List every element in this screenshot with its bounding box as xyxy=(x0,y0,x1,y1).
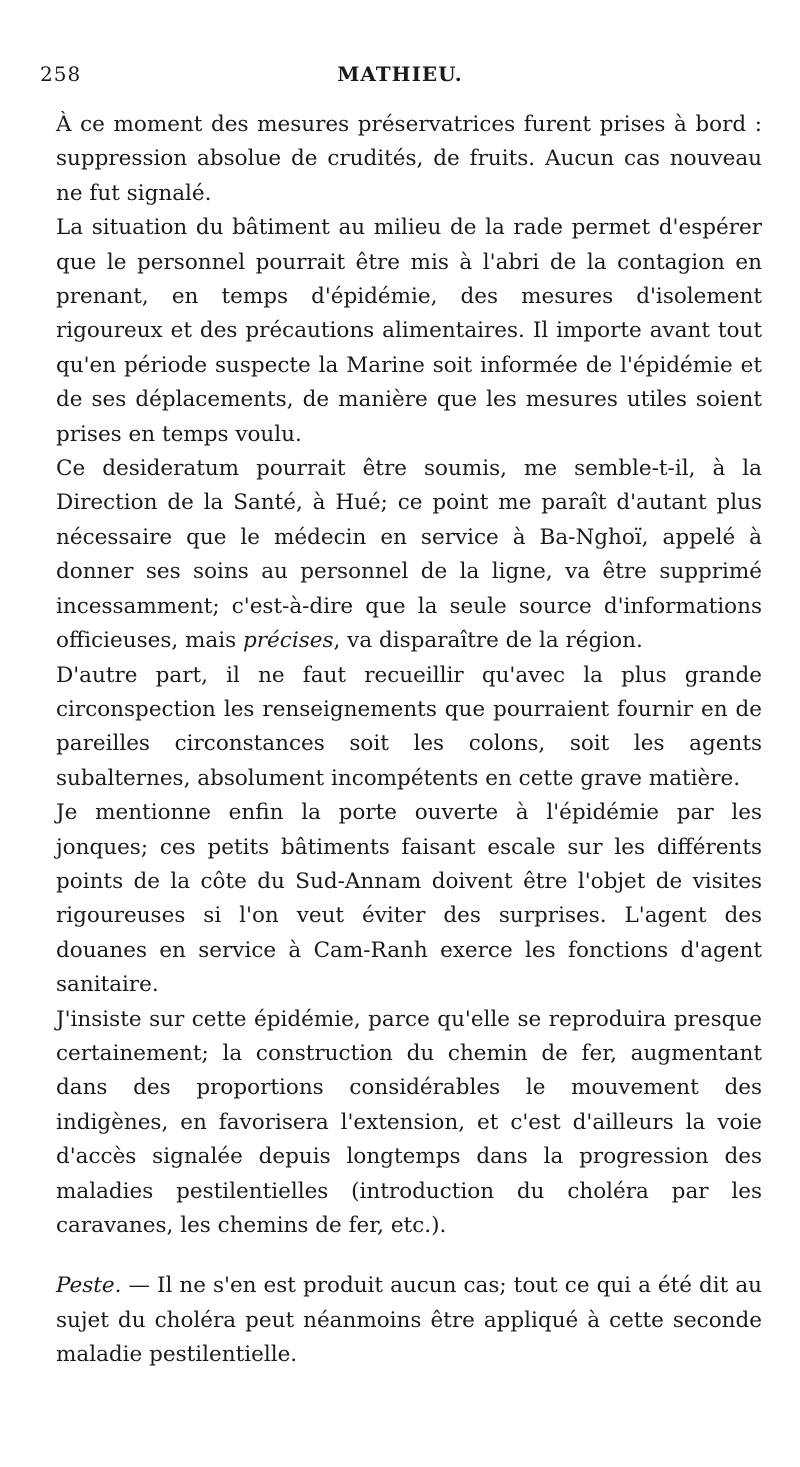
paragraph-3-tail: , va disparaître de la région. xyxy=(333,628,643,654)
peste-text: — Il ne s'en est produit aucun cas; tout ce qui a été dit au sujet du choléra peut néanmoins être appliqué à cette seconde maladie pestilentielle. xyxy=(56,1273,762,1368)
page-header xyxy=(40,62,760,92)
paragraph-2: La situation du bâtiment au milieu de la rade permet d'espérer que le personnel pourrait être mis à l'abri de la contagion en prenant, en temps d'épidémie, des mesures d'isolement rigoureux et des précautions alimentaires. Il importe avant tout qu'en période suspecte la Marine soit informée de l'épidémie et de ses déplacements, de manière que les mesures utiles soient prises en temps voulu. xyxy=(56,215,762,447)
paragraph-4: D'autre part, il ne faut recueillir qu'avec la plus grande circonspection les renseignements que pourraient fournir en de pareilles circonstances soit les colons, soit les agents subalternes, absolument incompétents en cette grave matière. xyxy=(56,662,762,791)
peste-label: Peste. xyxy=(56,1273,122,1299)
running-head: MATHIEU. xyxy=(337,62,463,86)
paragraph-6: J'insiste sur cette épidémie, parce qu'elle se reproduira presque certainement; la construction du chemin de fer, augmentant dans des proportions considérables le mouvement des indigènes, en favorisera l'extension, et c'est d'ailleurs la voie d'accès signalée depuis longtemps dans la progression des maladies pestilentielles (introduction du choléra par les caravanes, les chemins de fer, etc.). xyxy=(56,1006,762,1238)
paragraph-peste xyxy=(56,1269,762,1372)
paragraph-3-text: Ce desideratum pourrait être soumis, me semble-t-il, à la Direction de la Santé, à Hué; ce point me paraît d'autant plus nécessaire que le médecin en service à Ba-Nghoï, appelé à donner ses soins au personnel de la ligne, va être supprimé incessamment; c'est-à-dire que la seule source d'informations officieuses, mais xyxy=(56,456,762,654)
paragraph-5: Je mentionne enfin la porte ouverte à l'épidémie par les jonques; ces petits bâtiments faisant escale sur les différents points de la côte du Sud-Annam doivent être l'objet de visites rigoureuses si l'on veut éviter des surprises. L'agent des douanes en service à Cam-Ranh exerce les fonctions d'agent sanitaire. xyxy=(56,800,762,998)
page-number: 258 xyxy=(40,62,82,86)
paragraph-1: À ce moment des mesures préservatrices furent prises à bord : suppression absolue de crudités, de fruits. Aucun cas nouveau ne fut signalé. xyxy=(56,112,762,206)
body-text xyxy=(56,108,762,1373)
paragraph-3-italic: précises xyxy=(243,628,334,654)
paragraph-3 xyxy=(56,452,762,658)
